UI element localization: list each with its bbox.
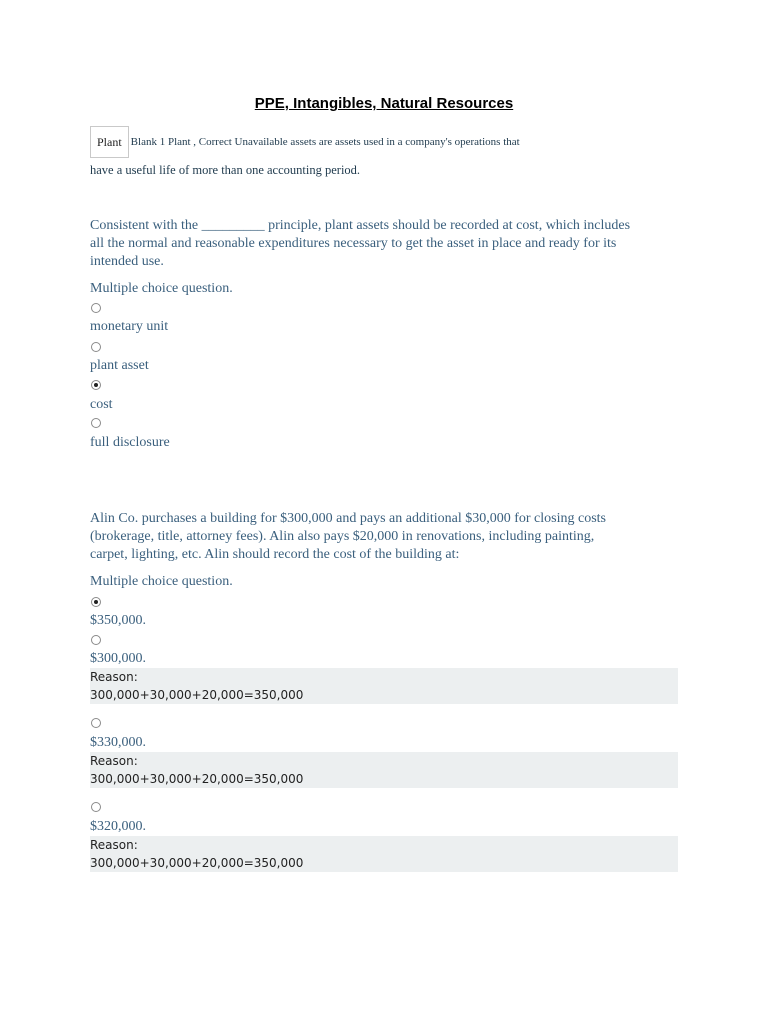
question-1-type: Multiple choice question.	[90, 281, 233, 296]
fill-text-line1: Blank 1 Plant , Correct Unavailable assets are assets used in a company's operations that	[130, 135, 520, 148]
q1-option-1-label: monetary unit	[90, 319, 169, 334]
q2-option-2-radio[interactable]	[91, 635, 101, 645]
q1-option-4-label: full disclosure	[90, 435, 170, 450]
question-2-type: Multiple choice question.	[90, 574, 233, 589]
q1-option-3-label: cost	[90, 397, 113, 412]
q2-option-2-label: $300,000.	[90, 651, 146, 666]
q2-option-4-reason	[90, 836, 678, 872]
question-2-line: (brokerage, title, attorney fees). Alin also pays $20,000 in renovations, including painting,	[90, 529, 595, 544]
q1-option-4-radio[interactable]	[91, 418, 101, 428]
page-title: PPE, Intangibles, Natural Resources	[254, 95, 514, 112]
q2-option-1-radio[interactable]	[91, 597, 101, 607]
q2-option-4-radio[interactable]	[91, 802, 101, 812]
question-1-text	[90, 217, 680, 271]
question-2-text	[90, 510, 680, 564]
q2-option-3-radio[interactable]	[91, 718, 101, 728]
question-1-line: intended use.	[90, 254, 164, 269]
reason-label: Reason:	[90, 670, 138, 684]
q1-option-1-radio[interactable]	[91, 303, 101, 313]
q1-option-2-label: plant asset	[90, 358, 149, 373]
q2-option-3-label: $330,000.	[90, 735, 146, 750]
fill-text-line2: have a useful life of more than one accounting period.	[90, 163, 361, 177]
reason-text: 300,000+30,000+20,000=350,000	[90, 772, 304, 786]
question-2-line: Alin Co. purchases a building for $300,000 and pays an additional $30,000 for closing costs	[90, 511, 606, 526]
reason-label: Reason:	[90, 754, 138, 768]
q2-option-3-reason	[90, 752, 678, 788]
reason-text: 300,000+30,000+20,000=350,000	[90, 688, 304, 702]
reason-text: 300,000+30,000+20,000=350,000	[90, 856, 304, 870]
answer-box[interactable]: Plant	[90, 126, 129, 158]
q1-option-3-radio[interactable]	[91, 380, 101, 390]
q2-option-4-label: $320,000.	[90, 819, 146, 834]
reason-label: Reason:	[90, 838, 138, 852]
q2-option-1-label: $350,000.	[90, 613, 146, 628]
question-1-line: Consistent with the _________ principle, plant assets should be recorded at cost, which includes	[90, 218, 631, 233]
q2-option-2-reason	[90, 668, 678, 704]
fill-in-question	[90, 126, 680, 183]
question-2-line: carpet, lighting, etc. Alin should record the cost of the building at:	[90, 547, 460, 562]
question-1-line: all the normal and reasonable expenditures necessary to get the asset in place and ready for its	[90, 236, 617, 251]
q1-option-2-radio[interactable]	[91, 342, 101, 352]
